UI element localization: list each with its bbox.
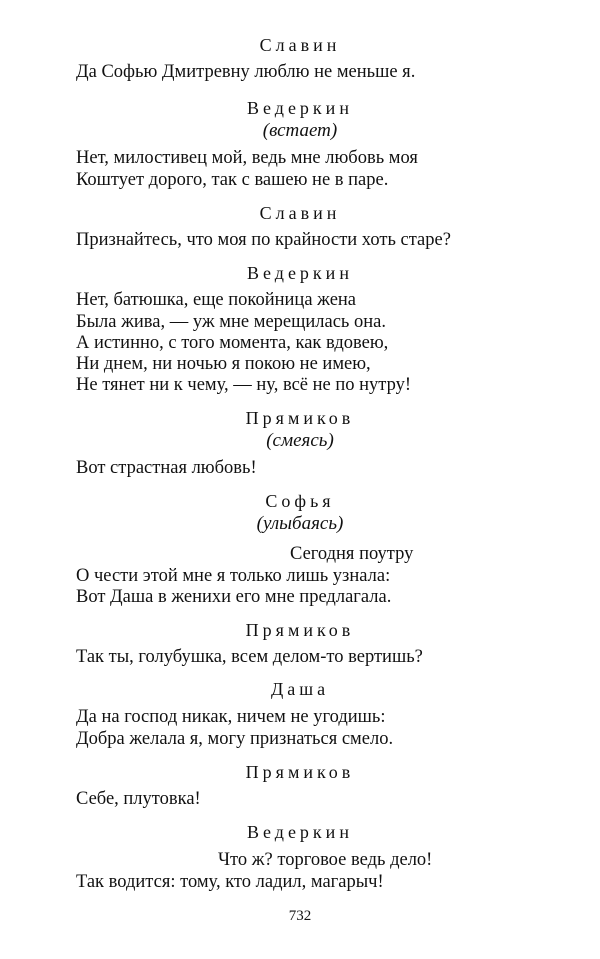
speaker-name: Ведеркин [247, 263, 353, 283]
speaker-name: Ведеркин [247, 822, 353, 842]
verse-line: Коштует дорого, так с вашею не в паре. [76, 170, 389, 190]
verse-line: Сегодня поутру [290, 544, 414, 564]
verse-line: Вот страстная любовь! [76, 458, 257, 478]
verse-line: Так ты, голубушка, всем делом-то вертишь? [76, 647, 423, 667]
speaker-name: Ведеркин [247, 98, 353, 118]
verse-line: Была жива, — уж мне мерещилась она. [76, 312, 386, 332]
stage-direction: (улыбаясь) [256, 513, 344, 534]
verse-line: Да на господ никак, ничем не угодишь: [76, 707, 386, 727]
speaker-name: Даша [270, 679, 330, 699]
stage-direction: (смеясь) [266, 430, 334, 451]
verse-line: Ни днем, ни ночью я покою не имею, [76, 354, 371, 374]
verse-line: Добра желала я, могу признаться смело. [76, 729, 394, 749]
speaker-name: Славин [259, 203, 341, 223]
verse-line: А истинно, с того момента, как вдовею, [76, 333, 389, 353]
verse-line: Признайтесь, что моя по крайности хоть старе? [76, 230, 451, 250]
verse-line: Да Софью Дмитревну люблю не меньше я. [76, 62, 416, 82]
verse-line: Нет, милостивец мой, ведь мне любовь моя [76, 148, 418, 168]
speaker-name: Славин [259, 35, 341, 55]
verse-line: Вот Даша в женихи его мне предлагала. [76, 587, 392, 607]
speaker-name: Софья [265, 491, 335, 511]
verse-line: О чести этой мне я только лишь узнала: [76, 566, 391, 586]
speaker-name: Прямиков [245, 408, 355, 428]
speaker-name: Прямиков [245, 762, 355, 782]
verse-line: Нет, батюшка, еще покойница жена [76, 290, 357, 310]
speaker-name: Прямиков [245, 620, 355, 640]
verse-line: Так водится: тому, кто ладил, магарыч! [76, 872, 384, 892]
verse-line: Себе, плутовка! [76, 789, 201, 809]
verse-line: Что ж? торговое ведь дело! [218, 850, 433, 870]
page-number: 732 [288, 908, 312, 924]
stage-direction: (встает) [262, 120, 338, 141]
verse-line: Не тянет ни к чему, — ну, всё не по нутру! [76, 375, 412, 395]
